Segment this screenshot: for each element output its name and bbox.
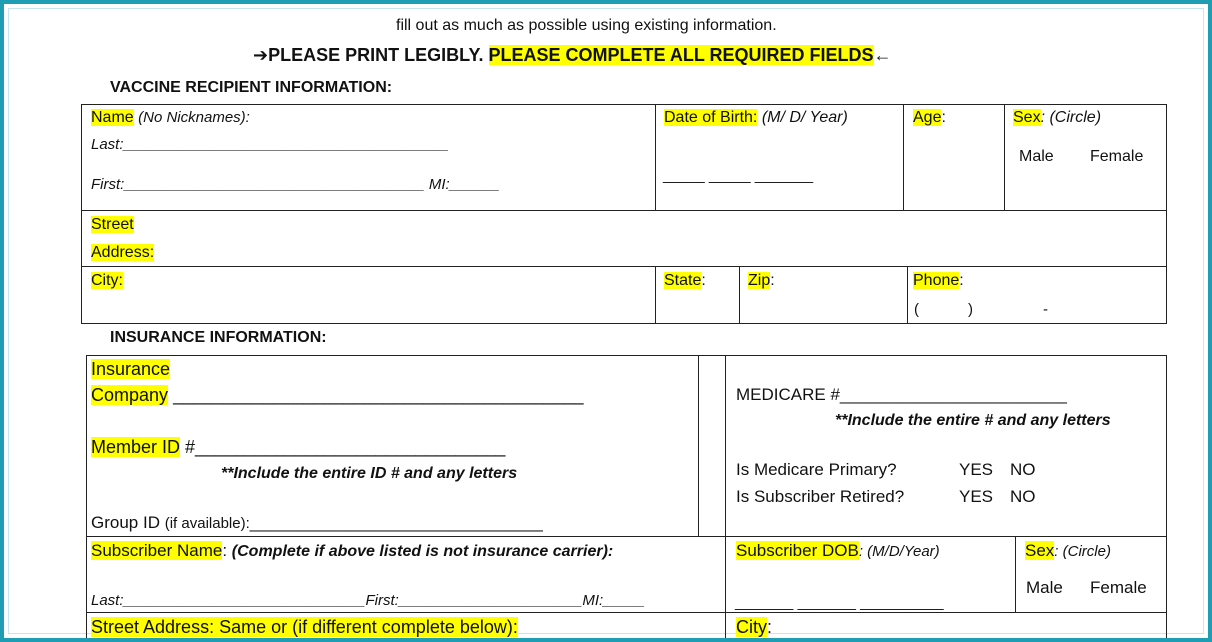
medicare-note: **Include the entire # and any letters <box>835 412 1111 429</box>
last-name-field[interactable] <box>91 136 449 153</box>
subscriber-sex-label: Sex <box>1025 541 1055 560</box>
subscriber-mi-label: MI: <box>582 592 604 609</box>
last-name-label: Last: <box>91 136 124 153</box>
company-line: _________________________________________ <box>173 385 584 405</box>
medicare-primary-no[interactable]: NO <box>1010 460 1036 479</box>
subscriber-name-field[interactable] <box>91 541 613 561</box>
medicare-line: ________________________ <box>839 385 1067 404</box>
sex-option-female[interactable]: Female <box>1090 148 1144 165</box>
member-id-field[interactable] <box>91 437 505 458</box>
medicare-label: MEDICARE # <box>736 385 840 404</box>
print-instruction <box>253 45 892 66</box>
col-divider <box>698 355 699 537</box>
name-hint: (No Nicknames): <box>138 109 250 126</box>
dob-field[interactable] <box>664 109 848 127</box>
street-address-field[interactable] <box>91 244 154 262</box>
col-divider <box>655 266 656 324</box>
group-id-label: Group ID <box>91 513 160 532</box>
street-label-1 <box>91 216 134 234</box>
state-label: State <box>664 272 702 289</box>
insurance-section-title: INSURANCE INFORMATION: <box>110 329 327 346</box>
insurance-company-field[interactable] <box>91 385 584 406</box>
col-divider <box>903 104 904 210</box>
zip-field[interactable] <box>748 272 775 290</box>
subscriber-mi-line: _____ <box>603 592 645 609</box>
col-divider <box>739 266 740 324</box>
state-colon: : <box>701 272 706 289</box>
subscriber-name-lines <box>91 592 645 609</box>
last-name-line: _______________________________________ <box>123 136 449 153</box>
member-id-line: _______________________________ <box>195 437 506 457</box>
print-legibly-text: PLEASE PRINT LEGIBLY. <box>268 45 484 65</box>
subscriber-retired-yes[interactable]: YES <box>959 487 994 506</box>
company-label-text-1: Insurance <box>91 359 171 379</box>
subscriber-first-line: ______________________ <box>398 592 583 609</box>
col-divider <box>725 355 726 642</box>
phone-colon: : <box>959 272 964 289</box>
col-divider <box>1004 104 1005 210</box>
age-label: Age <box>913 109 942 126</box>
subscriber-dob-label: Subscriber DOB <box>736 541 859 560</box>
row-divider <box>86 536 1167 537</box>
col-divider <box>1015 536 1016 612</box>
name-label: Name <box>91 109 134 126</box>
subscriber-dob-hint: : (M/D/Year) <box>858 543 940 560</box>
subscriber-name-label: Subscriber Name <box>91 541 223 560</box>
street-label-text-2: Address: <box>91 244 155 261</box>
phone-area-open: ( <box>914 301 919 318</box>
first-name-line: ____________________________________ <box>124 176 425 193</box>
row-divider <box>81 266 1167 267</box>
zip-colon: : <box>770 272 775 289</box>
phone-label: Phone <box>913 272 960 289</box>
medicare-primary-question: Is Medicare Primary? <box>736 460 897 479</box>
state-field[interactable] <box>664 272 706 290</box>
member-id-note: **Include the entire ID # and any letters <box>221 465 518 482</box>
phone-area-close: ) <box>968 301 973 318</box>
sex-hint: : (Circle) <box>1040 109 1102 126</box>
sex-option-male[interactable]: Male <box>1019 148 1054 165</box>
medicare-primary-yes[interactable]: YES <box>959 460 994 479</box>
member-id-label: Member ID <box>91 437 181 457</box>
zip-label: Zip <box>748 272 771 289</box>
group-id-line: _______________________________ <box>249 513 543 532</box>
company-label-1 <box>91 359 170 380</box>
city-label: City: <box>91 272 123 289</box>
subscriber-sex-hint: : (Circle) <box>1054 543 1111 560</box>
subscriber-dob-field[interactable] <box>736 541 940 561</box>
dob-lines: _____ _____ _______ <box>663 167 814 184</box>
subscriber-city-field[interactable] <box>736 617 772 638</box>
row-divider <box>81 210 1167 211</box>
first-name-field[interactable] <box>91 176 500 193</box>
subscriber-street-label: Street Address: Same or (if different complete below): <box>91 617 518 637</box>
age-colon: : <box>941 109 946 126</box>
dob-label: Date of Birth: <box>664 109 758 126</box>
subscriber-last-line: _____________________________ <box>123 592 366 609</box>
col-divider <box>655 104 656 210</box>
subscriber-city-colon: : <box>767 617 773 637</box>
subscriber-last-label: Last: <box>91 592 124 609</box>
recipient-section-title: VACCINE RECIPIENT INFORMATION: <box>110 79 393 96</box>
subscriber-sex-field <box>1025 541 1111 561</box>
phone-dash: - <box>1043 301 1048 318</box>
company-label-text-2: Company <box>91 385 169 405</box>
group-id-field[interactable] <box>91 513 543 533</box>
subscriber-first-label: First: <box>365 592 399 609</box>
subscriber-retired-no[interactable]: NO <box>1010 487 1036 506</box>
group-id-hint: (if available): <box>164 515 250 532</box>
subscriber-retired-question: Is Subscriber Retired? <box>736 487 905 506</box>
member-id-hash: # <box>180 437 196 457</box>
sex-label: Sex <box>1013 109 1041 126</box>
subscriber-street-field[interactable] <box>91 617 518 638</box>
arrow-right-icon: ➔ <box>253 45 269 65</box>
required-fields-text: PLEASE COMPLETE ALL REQUIRED FIELDS <box>488 45 874 65</box>
subscriber-dob-lines: _______ _______ __________ <box>735 594 944 611</box>
arrow-left-icon: ← <box>873 45 892 65</box>
city-field[interactable] <box>91 272 123 290</box>
street-label-text-1: Street <box>91 216 134 233</box>
subscriber-name-hint: (Complete if above listed is not insurance carrier): <box>231 543 614 560</box>
medicare-field[interactable] <box>736 385 1067 405</box>
age-field[interactable] <box>913 109 946 127</box>
phone-field[interactable] <box>913 272 964 290</box>
document-page <box>8 8 1204 637</box>
subscriber-city-label: City <box>736 617 767 637</box>
name-field[interactable] <box>91 109 250 127</box>
dob-hint: (M/ D/ Year) <box>761 109 848 126</box>
first-name-label: First: <box>91 176 125 193</box>
mi-line: ______ <box>449 176 500 193</box>
mi-label: MI: <box>428 176 450 193</box>
subscriber-sex-male[interactable]: Male <box>1026 578 1063 597</box>
intro-text: fill out as much as possible using existing information. <box>396 17 777 34</box>
row-divider <box>86 612 1167 613</box>
subscriber-sex-female[interactable]: Female <box>1090 578 1147 597</box>
subscriber-name-colon: : <box>222 541 228 560</box>
sex-field <box>1013 109 1101 127</box>
col-divider <box>907 266 908 324</box>
